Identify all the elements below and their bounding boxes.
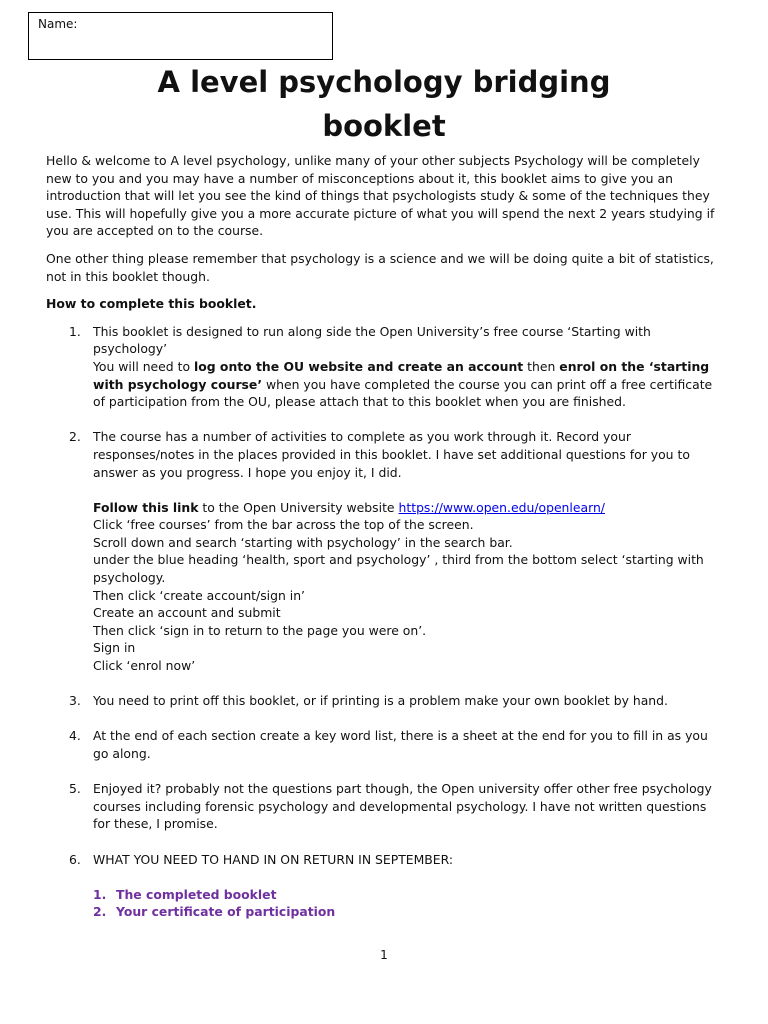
name-field-box[interactable] xyxy=(28,12,333,60)
instructions-list xyxy=(46,323,726,921)
follow-link-bold: Follow this link xyxy=(93,499,199,515)
step-2-line: Create an account and submit xyxy=(93,605,281,621)
how-to-heading xyxy=(46,295,726,313)
hand-in-text: The completed booklet xyxy=(116,886,277,902)
step-1-text-a: You will need to xyxy=(93,358,194,374)
step-2-text: The course has a number of activities to complete as you work through it. Record your responses/notes in the places provided in this booklet. I have set additional questions for you to answer as you progress. I hope you enjoy it, I did. xyxy=(93,429,690,480)
page-title xyxy=(0,60,768,148)
step-1-text-c: when you have completed the course you can print off a free certificate of participation from the OU, please attach that to this booklet when you are finished. xyxy=(93,376,713,410)
step-2-follow-line xyxy=(93,499,726,517)
step-2-line: Sign in xyxy=(93,640,136,656)
page-number: 1 xyxy=(380,948,388,962)
hand-in-item xyxy=(93,886,726,904)
document-body xyxy=(46,152,726,939)
list-item xyxy=(46,692,726,710)
step-3-text: You need to print off this booklet, or if printing is a problem make your own booklet by hand. xyxy=(93,693,668,709)
list-number: 6. xyxy=(69,851,81,867)
intro-paragraph-1: Hello & welcome to A level psychology, unlike many of your other subjects Psychology will be completely new to you and you may have a number of misconceptions about it, this booklet aims to give you an introduction that will let you see the kind of things that psychologists study & some of the techniques they use. This will hopefully give you a more accurate picture of what you will spend the next 2 years studying if you are accepted on to the course. xyxy=(46,153,715,239)
title-line-1: A level psychology bridging xyxy=(157,65,611,99)
step-2-line: Then click ‘sign in to return to the page you were on’. xyxy=(93,622,427,638)
list-item xyxy=(46,851,726,921)
hand-in-text: Your certificate of participation xyxy=(116,904,336,920)
hand-in-number: 1. xyxy=(93,886,107,902)
step-6-text: WHAT YOU NEED TO HAND IN ON RETURN IN SEPTEMBER: xyxy=(93,851,454,867)
how-to-heading-text: How to complete this booklet. xyxy=(46,296,257,312)
hand-in-number: 2. xyxy=(93,904,107,920)
step-2-line: Then click ‘create account/sign in’ xyxy=(93,587,305,603)
step-1-body xyxy=(93,358,726,411)
step-1-line-1: This booklet is designed to run along side the Open University’s free course ‘Starting with psychology’ xyxy=(93,323,651,357)
step-1-bold-b: enrol on the ‘starting with psychology course’ xyxy=(93,358,710,392)
list-number: 5. xyxy=(69,781,81,797)
openlearn-link[interactable]: https://www.open.edu/openlearn/ xyxy=(398,499,605,515)
hand-in-item xyxy=(93,903,726,921)
step-4-text: At the end of each section create a key word list, there is a sheet at the end for you to fill in as you go along. xyxy=(93,728,708,761)
list-number: 4. xyxy=(69,728,81,744)
name-label: Name: xyxy=(38,17,78,31)
list-number: 2. xyxy=(69,429,81,445)
list-item xyxy=(46,727,726,762)
intro-paragraph-2: One other thing please remember that psychology is a science and we will be doing quite a bit of statistics, not in this booklet though. xyxy=(46,250,714,284)
title-line-2: booklet xyxy=(322,109,446,143)
step-2-line: under the blue heading ‘health, sport and psychology’ , third from the bottom select ‘starting with psychology. xyxy=(93,552,704,586)
list-item xyxy=(46,323,726,411)
step-5-text: Enjoyed it? probably not the questions part though, the Open university offer other free psychology courses including forensic psychology and developmental psychology. I have not written questions for these, I promise. xyxy=(93,781,712,832)
list-number: 1. xyxy=(69,323,81,339)
step-2-line: Scroll down and search ‘starting with psychology’ in the search bar. xyxy=(93,534,513,550)
step-1-bold-a: log onto the OU website and create an account xyxy=(193,358,524,374)
step-2-line: Click ‘enrol now’ xyxy=(93,658,196,674)
step-2-line: Click ‘free courses’ from the bar across the top of the screen. xyxy=(93,517,474,533)
list-number: 3. xyxy=(69,693,81,709)
follow-link-text: to the Open University website xyxy=(198,499,399,515)
list-item xyxy=(46,428,726,674)
hand-in-list xyxy=(93,886,726,921)
list-item xyxy=(46,780,726,833)
step-1-text-b: then xyxy=(523,358,560,374)
